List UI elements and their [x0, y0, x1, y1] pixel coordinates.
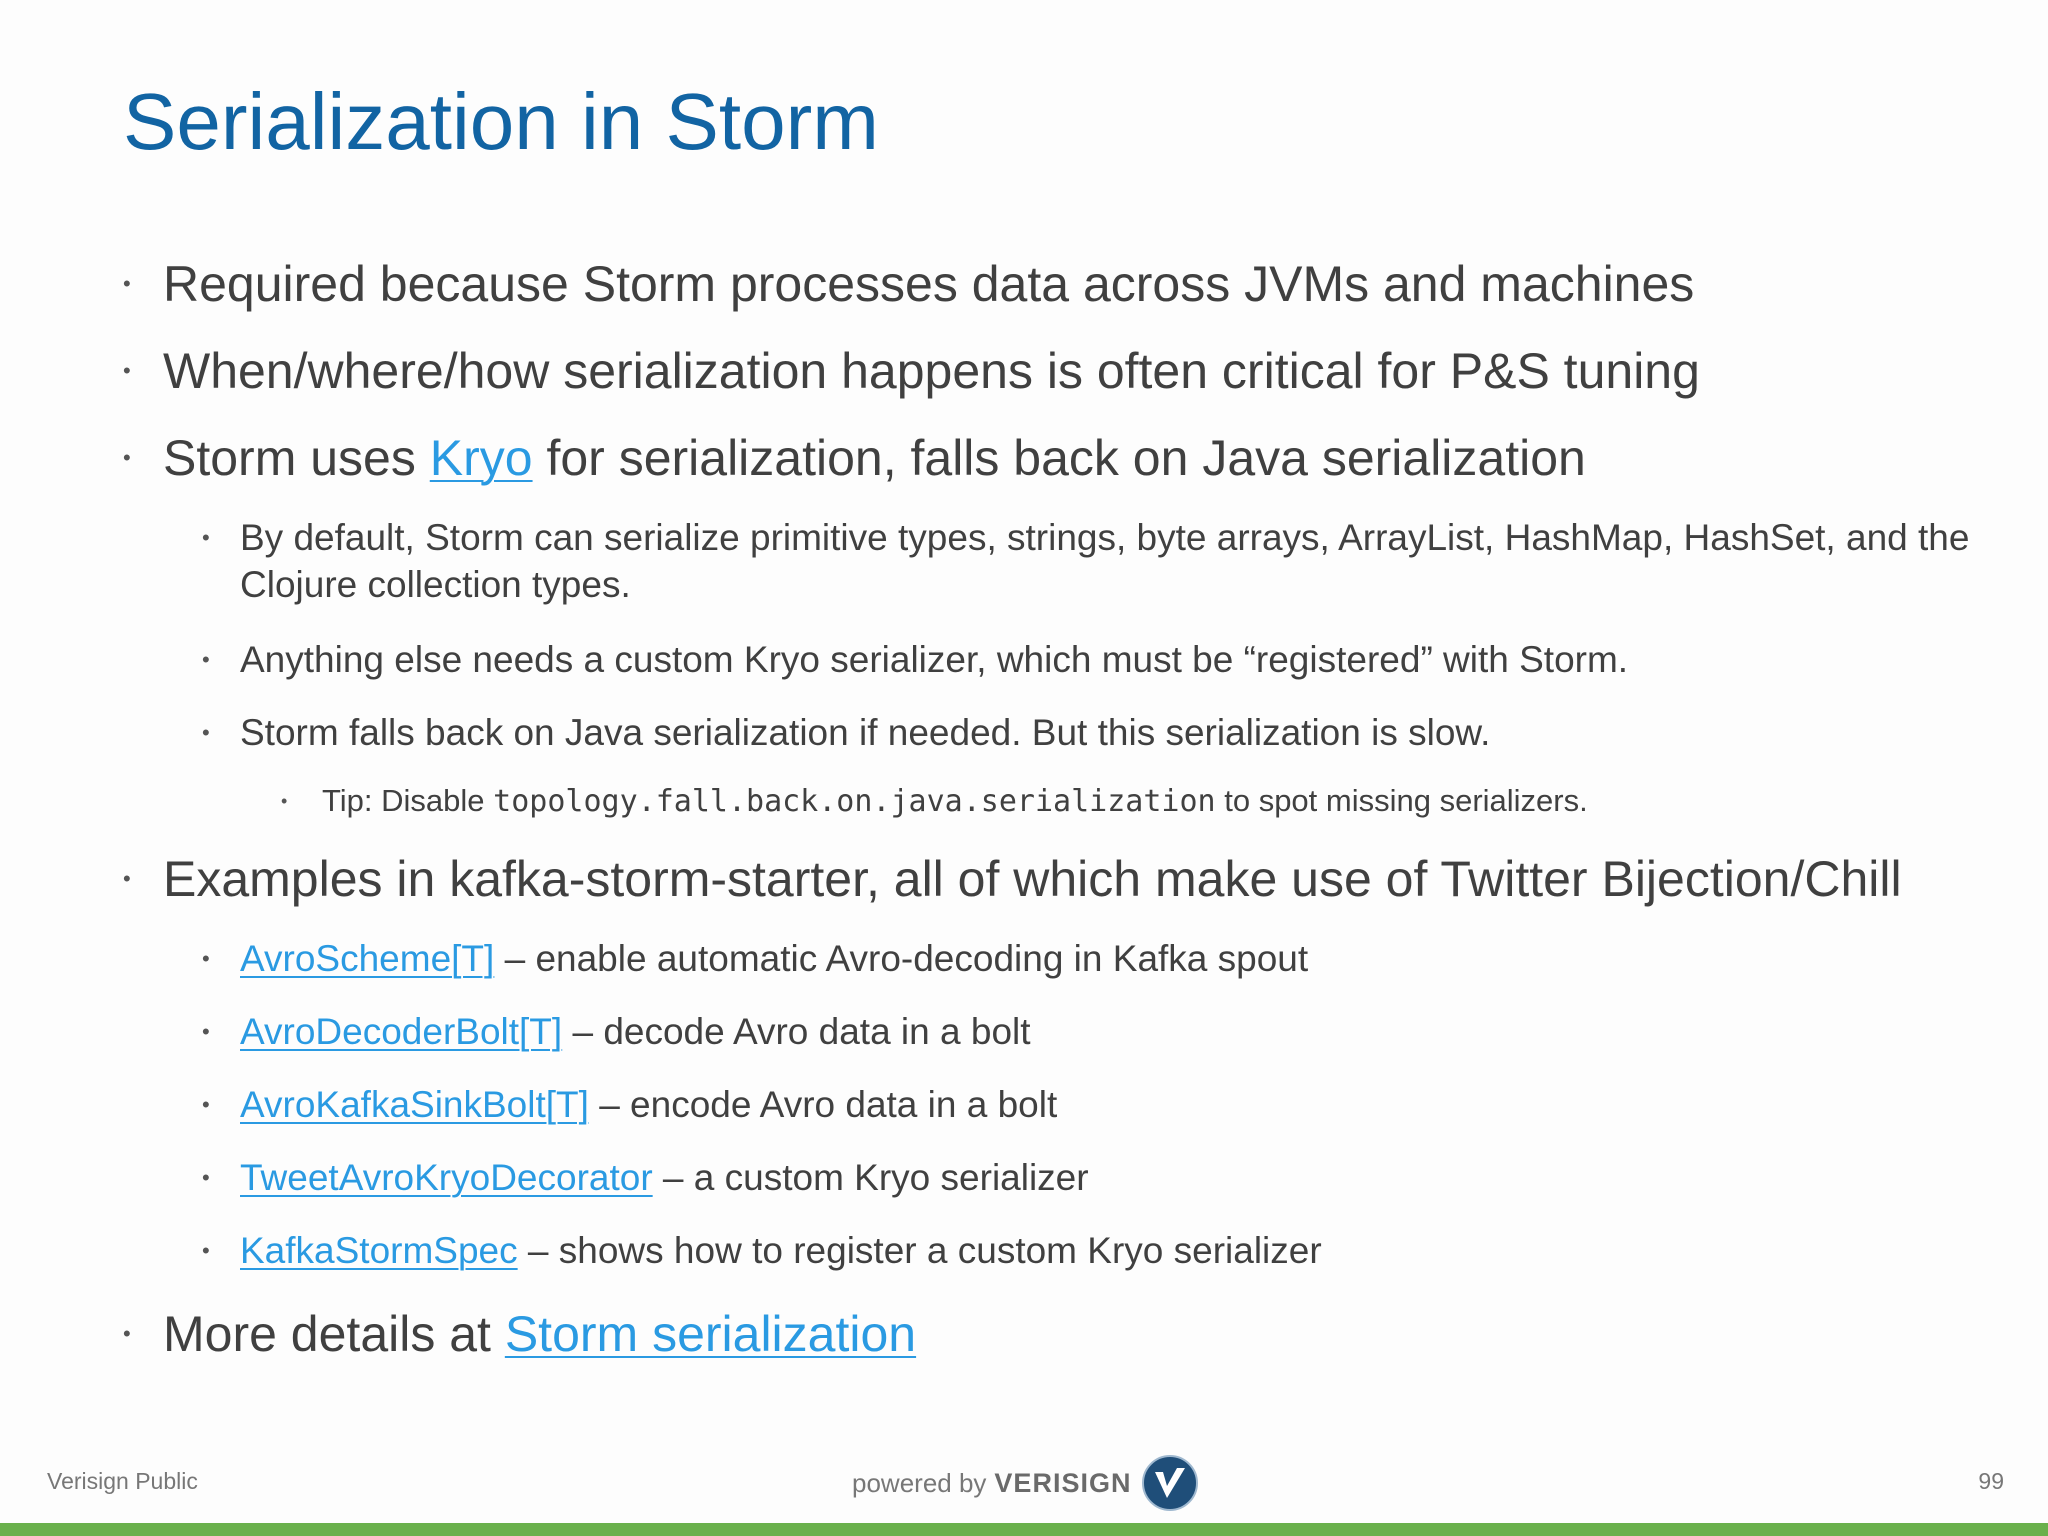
bottom-accent-bar	[0, 1523, 2048, 1536]
bullet-dot: •	[202, 1165, 210, 1190]
bullet-dot: •	[281, 791, 288, 811]
sub-bullet-default-types	[202, 514, 1980, 608]
example-description: – enable automatic Avro-decoding in Kafka spout	[494, 938, 1309, 979]
storm-serialization-link[interactable]: Storm serialization	[504, 1306, 917, 1362]
footer-classification: Verisign Public	[47, 1468, 198, 1494]
example-link-kafkastormspec[interactable]: KafkaStormSpec	[240, 1230, 518, 1271]
example-description: – decode Avro data in a bolt	[562, 1011, 1031, 1052]
bullet-text: By default, Storm can serialize primitive types, strings, byte arrays, ArrayList, HashMap, HashSet, and the Clojure collection types.	[240, 517, 1970, 605]
bullet-text: Required because Storm processes data across JVMs and machines	[163, 256, 1695, 312]
tip-text-post: to spot missing serializers.	[1215, 783, 1588, 818]
bullet-text-pre: More details at	[163, 1306, 505, 1362]
brand-name: VERISIGN	[994, 1467, 1132, 1498]
tip-text-pre: Tip: Disable	[322, 783, 494, 818]
example-link-avrokafkasinkbolt[interactable]: AvroKafkaSinkBolt[T]	[240, 1084, 589, 1125]
verisign-check-icon	[1141, 1454, 1199, 1512]
slide-title: Serialization in Storm	[123, 77, 879, 166]
example-link-tweetavrokryodecorator[interactable]: TweetAvroKryoDecorator	[240, 1157, 653, 1198]
example-description: – a custom Kryo serializer	[652, 1157, 1089, 1198]
bullet-dot: •	[202, 1019, 210, 1044]
bullet-text	[163, 1303, 916, 1365]
example-item	[202, 1008, 1980, 1055]
tip-config-key: topology.fall.back.on.java.serialization	[493, 784, 1216, 819]
example-item	[202, 1154, 1980, 1201]
verisign-logo	[852, 1450, 1199, 1516]
bullet-more-details	[123, 1303, 917, 1365]
bullet-text-pre: Storm uses	[163, 430, 430, 486]
bullet-serialization-timing	[123, 340, 1700, 402]
bullet-text	[240, 935, 1308, 982]
bullet-storm-uses-kryo	[123, 427, 1586, 489]
bullet-text	[163, 427, 1586, 489]
bullet-dot: •	[123, 445, 131, 470]
bullet-dot: •	[202, 1238, 210, 1263]
bullet-dot: •	[202, 1092, 210, 1117]
example-link-avroscheme[interactable]: AvroScheme[T]	[240, 938, 495, 979]
example-item	[202, 935, 1980, 982]
bullet-text-post: for serialization, falls back on Java serialization	[532, 430, 1586, 486]
bullet-text	[322, 781, 1588, 822]
example-description: – shows how to register a custom Kryo serializer	[517, 1230, 1322, 1271]
bullet-dot: •	[123, 866, 131, 891]
sub-bullet-custom-serializer	[202, 636, 1980, 683]
example-item	[202, 1227, 1980, 1274]
bullet-text	[240, 1227, 1322, 1274]
bullet-dot: •	[202, 946, 210, 971]
example-description: – encode Avro data in a bolt	[588, 1084, 1058, 1125]
bullet-text: When/where/how serialization happens is often critical for P&S tuning	[163, 343, 1700, 399]
tip-bullet	[281, 781, 1588, 822]
bullet-text: Examples in kafka-storm-starter, all of which make use of Twitter Bijection/Chill	[163, 851, 1902, 907]
bullet-dot: •	[123, 271, 131, 296]
bullet-text	[240, 1081, 1057, 1128]
example-item	[202, 1081, 1980, 1128]
bullet-examples	[123, 848, 1902, 910]
bullet-dot: •	[202, 720, 210, 745]
bullet-text: Anything else needs a custom Kryo serializer, which must be “registered” with Storm.	[240, 639, 1629, 680]
kryo-link[interactable]: Kryo	[429, 430, 533, 486]
bullet-text	[240, 1008, 1031, 1055]
bullet-text: Storm falls back on Java serialization if needed. But this serialization is slow.	[240, 712, 1491, 753]
page-number: 99	[1978, 1468, 2004, 1494]
bullet-text	[240, 1154, 1089, 1201]
bullet-dot: •	[202, 647, 210, 672]
bullet-dot: •	[123, 1321, 131, 1346]
example-link-avrodecoderbolt[interactable]: AvroDecoderBolt[T]	[240, 1011, 563, 1052]
bullet-dot: •	[202, 525, 210, 550]
powered-by-text: powered by	[852, 1467, 987, 1498]
bullet-dot: •	[123, 358, 131, 383]
sub-bullet-java-fallback	[202, 709, 1980, 756]
bullet-storm-processes	[123, 253, 1695, 315]
